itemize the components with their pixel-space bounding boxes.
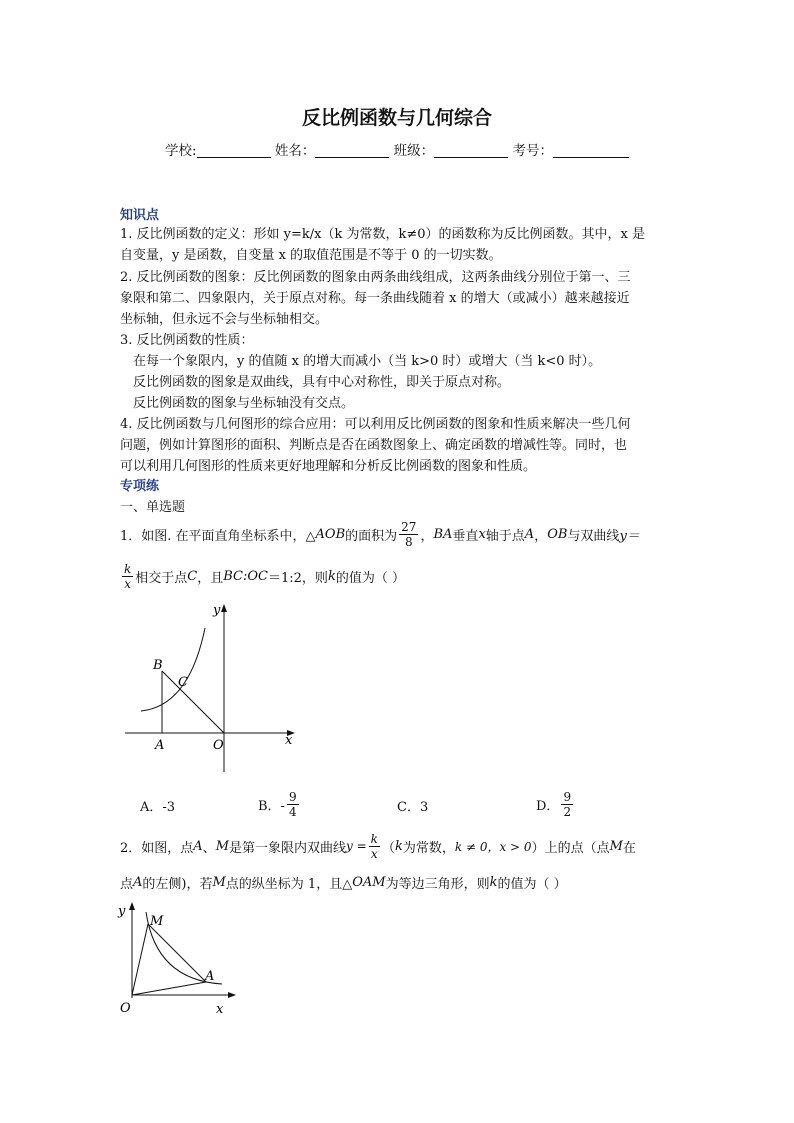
q1-point-a: A (524, 526, 535, 542)
q1-option-b-num: 9 (288, 789, 297, 804)
q1-option-b-fraction (287, 790, 299, 819)
q2-text: 的值为（ ） (497, 876, 567, 892)
knowledge-p4-line2: 问题，例如计算图形的面积、判断点是否在函数图象上、确定函数的增减性等。同时，也 (120, 438, 628, 453)
q1-line1 (120, 516, 640, 552)
q1-k: k (327, 568, 336, 584)
q2-text: 的左侧)，若 (142, 876, 213, 892)
q1-aob: AOB (315, 526, 346, 542)
number-blank (553, 143, 629, 158)
q1-ratio: BC:OC (223, 568, 268, 584)
q2-label-x: x (216, 1002, 224, 1017)
q1-area-fraction (399, 520, 418, 549)
q2-y-arrow (129, 902, 135, 910)
q2-k: k (489, 874, 498, 890)
q2-text: 是第一象限内双曲线 (229, 840, 347, 856)
q2-segment-oa (132, 982, 206, 995)
q1-segment-bo (162, 671, 224, 733)
q2-label-m: M (150, 914, 164, 929)
q2-text: 点 (120, 876, 134, 892)
q1-option-a-text: A．-3 (140, 799, 176, 815)
knowledge-p2-line3: 坐标轴，但永远不会与坐标轴相交。 (120, 312, 329, 327)
q1-option-b-label: B．- (258, 798, 285, 814)
q2-segment-om (132, 924, 148, 995)
q1-k-num: k (124, 561, 132, 576)
q1-text: ，且 (197, 570, 224, 586)
q2-text: （ (381, 840, 395, 856)
q2-k-num: k (370, 831, 378, 846)
q2-label-a: A (205, 969, 215, 984)
knowledge-p4-line1: 4. 反比例函数与几何图形的综合应用：可以利用反比例函数的图象和性质来解决一些几何 (120, 417, 631, 432)
q1-text: 相交于点 (135, 570, 188, 586)
name-label: 姓名： (274, 143, 316, 159)
q1-option-a[interactable] (140, 790, 175, 820)
q1-option-d-num: 9 (563, 789, 572, 804)
q1-text: 的面积为 (345, 528, 398, 544)
q1-y-eq: y＝ (619, 528, 640, 544)
q1-label-x: x (285, 733, 293, 748)
q2-line1 (120, 828, 636, 864)
q2-label-o: O (120, 1001, 131, 1016)
q1-option-b[interactable] (258, 786, 301, 822)
q2-text: 为等边三角形，则 (385, 876, 490, 892)
q1-option-b-den: 4 (288, 804, 297, 819)
knowledge-heading: 知识点 (120, 208, 160, 223)
q1-option-d-den: 2 (563, 804, 572, 819)
q1-option-c[interactable] (397, 790, 428, 820)
class-label: 班级： (393, 143, 435, 159)
q1-text: 轴于点 (485, 528, 525, 544)
school-label: 学校: (165, 143, 197, 159)
school-blank (197, 143, 271, 158)
q2-y-eq: y = (346, 839, 367, 853)
q2-line2 (120, 870, 567, 894)
q1-y-arrow (221, 604, 227, 612)
q2-point-a: A (133, 874, 143, 890)
knowledge-p3-item3: 反比例函数的图象与坐标轴没有交点。 (133, 396, 355, 411)
q2-point-m: M (609, 838, 623, 854)
practice-heading: 专项练 (120, 479, 160, 494)
q2-point-a: A (193, 838, 203, 854)
q2-text: 2．如图，点 (120, 840, 194, 856)
q1-option-c-text: C．3 (397, 799, 429, 815)
q1-label-o: O (213, 738, 224, 753)
q2-text: 、 (202, 840, 216, 856)
q2-k-over-x (369, 832, 380, 861)
knowledge-p1-line2: 自变量，y 是函数，自变量 x 的取值范围是不等于 0 的一切实数。 (120, 248, 502, 263)
q1-text: 1．如图. 在平面直角坐标系中，△ (120, 528, 316, 544)
q1-option-d-label: D． (536, 798, 560, 814)
q1-k-den: x (124, 576, 132, 591)
q2-k: k (394, 838, 403, 854)
q1-x: x (478, 526, 486, 542)
q2-label-y: y (118, 904, 126, 919)
q1-label-c: C (178, 675, 188, 690)
knowledge-p3-item2: 反比例函数的图象是双曲线，具有中心对称性，即关于原点对称。 (133, 375, 511, 390)
knowledge-p4-line3: 可以利用几何图形的性质来更好地理解和分析反比例函数的图象和性质。 (120, 459, 537, 474)
q2-segment-ma (148, 924, 206, 982)
q1-figure (115, 598, 300, 778)
q1-point-c: C (187, 568, 198, 584)
q1-text: 垂直 (452, 528, 479, 544)
q1-area-den: 8 (404, 534, 413, 549)
q2-k-conditions: k ≠ 0，x > 0 (454, 839, 532, 854)
q2-x-arrow (228, 992, 236, 998)
knowledge-p3-item1: 在每一个象限内，y 的值随 x 的增大而减小（当 k>0 时）或增大（当 k<0 时）。 (133, 354, 602, 369)
q1-text: ＝1:2，则 (268, 570, 328, 586)
q1-label-b: B (153, 658, 163, 673)
q2-text: 点的纵坐标为 1，且△ (225, 876, 353, 892)
q2-text: ）上的点（点 (531, 840, 610, 856)
q1-text: ， (420, 528, 434, 544)
q2-figure (112, 898, 242, 1018)
q2-oam: OAM (352, 874, 386, 890)
q1-option-d-fraction (561, 790, 573, 819)
student-info-line (0, 139, 794, 159)
q1-k-over-x (122, 562, 133, 591)
q1-text: ， (534, 528, 548, 544)
q1-label-y: y (213, 603, 221, 618)
q1-text: 与双曲线 (567, 528, 620, 544)
knowledge-p2-line2: 象限和第二、四象限内，关于原点对称。每一条曲线随着 x 的增大（或减小）越来越接近 (120, 291, 630, 306)
q2-point-m: M (215, 838, 229, 854)
q1-hyperbola (141, 628, 205, 711)
name-blank (315, 143, 389, 158)
q2-text: 在 (622, 840, 636, 856)
number-label: 考号： (512, 143, 553, 159)
section-heading-single-choice: 一、单选题 (120, 500, 186, 515)
q2-text: 为常数， (402, 840, 455, 856)
q1-line2 (120, 558, 405, 594)
q1-ob: OB (547, 526, 568, 542)
class-blank (434, 143, 508, 158)
page-title: 反比例函数与几何综合 (301, 107, 492, 129)
q1-ba: BA (433, 526, 453, 542)
q1-label-a: A (155, 738, 165, 753)
knowledge-p1-line1: 1. 反比例函数的定义：形如 y=k/x（k 为常数，k≠0）的函数称为反比例函数。其中，x 是 (120, 227, 646, 242)
q1-text: 的值为（ ） (335, 570, 405, 586)
q2-point-m: M (212, 874, 226, 890)
knowledge-p2-line1: 2. 反比例函数的图象：反比例函数的图象由两条曲线组成，这两条曲线分别位于第一、三 (120, 270, 631, 285)
knowledge-p3-heading: 3. 反比例函数的性质： (120, 333, 254, 348)
q1-option-d[interactable] (536, 786, 575, 822)
q2-k-den: x (370, 846, 378, 861)
q1-area-num: 27 (401, 519, 417, 534)
